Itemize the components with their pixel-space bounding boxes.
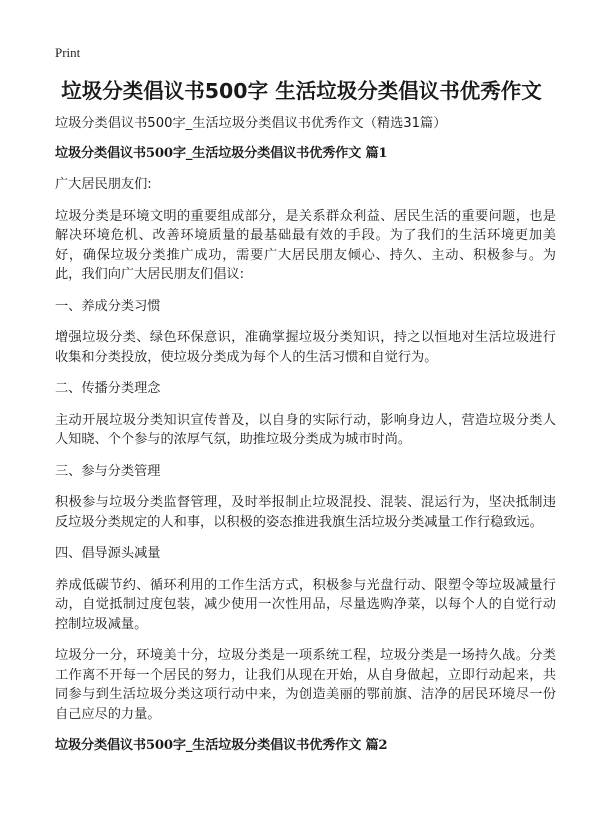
section-heading-2: 垃圾分类倡议书500字_生活垃圾分类倡议书优秀作文 篇2 — [55, 738, 388, 753]
salutation: 广大居民朋友们: — [55, 177, 152, 192]
page-title: 垃圾分类倡议书500字 生活垃圾分类倡议书优秀作文 — [61, 79, 542, 103]
point-body-2: 主动开展垃圾分类知识宣传普及，以自身的实际行动，影响身边人，营造垃圾分类人人知晓、个个参与的浓厚气氛，助推垃圾分类成为城市时尚。 — [55, 412, 556, 447]
point-heading-4: 四、倡导源头减量 — [55, 546, 161, 561]
closing-paragraph: 垃圾分一分，环境美十分，垃圾分类是一项系统工程，垃圾分类是一场持久战。分类工作离不开每一个居民的努力，让我们从现在开始，从自身做起，立即行动起来，共同参与到生活垃圾分类这项行动中来，为创造美丽的鄂前旗、洁净的居民环境尽一份自己应尽的力量。 — [55, 648, 556, 722]
intro-paragraph: 垃圾分类是环境文明的重要组成部分，是关系群众利益、居民生活的重要问题，也是解决环境危机、改善环境质量的最基础最有效的手段。为了我们的生活环境更加美好，确保垃圾分类推广成功，需要广大居民朋友倾心、持久、主动、积极参与。为此，我们向广大居民朋友们倡议: — [55, 208, 556, 282]
point-heading-2: 二、传播分类理念 — [55, 381, 161, 396]
print-link[interactable]: Print — [55, 45, 81, 60]
point-heading-3: 三、参与分类管理 — [55, 463, 161, 479]
point-heading-1: 一、养成分类习惯 — [55, 298, 161, 314]
point-body-3: 积极参与垃圾分类监督管理，及时举报制止垃圾混投、混装、混运行为，坚决抵制违反垃圾分类规定的人和事，以积极的姿态推进我旗生活垃圾分类减量工作行稳致远。 — [55, 495, 556, 530]
document-subtitle: 垃圾分类倡议书500字_生活垃圾分类倡议书优秀作文（精选31篇） — [55, 116, 447, 131]
point-body-4: 养成低碳节约、循环利用的工作生活方式，积极参与光盘行动、限塑令等垃圾减量行动，自觉抵制过度包装，减少使用一次性用品，尽量选购净菜，以每个人的自觉行动控制垃圾减量。 — [55, 577, 556, 632]
point-body-1: 增强垃圾分类、绿色环保意识，准确掌握垃圾分类知识，持之以恒地对生活垃圾进行收集和分类投放，使垃圾分类成为每个人的生活习惯和自觉行为。 — [55, 330, 556, 365]
section-heading-1: 垃圾分类倡议书500字_生活垃圾分类倡议书优秀作文 篇1 — [55, 146, 388, 161]
